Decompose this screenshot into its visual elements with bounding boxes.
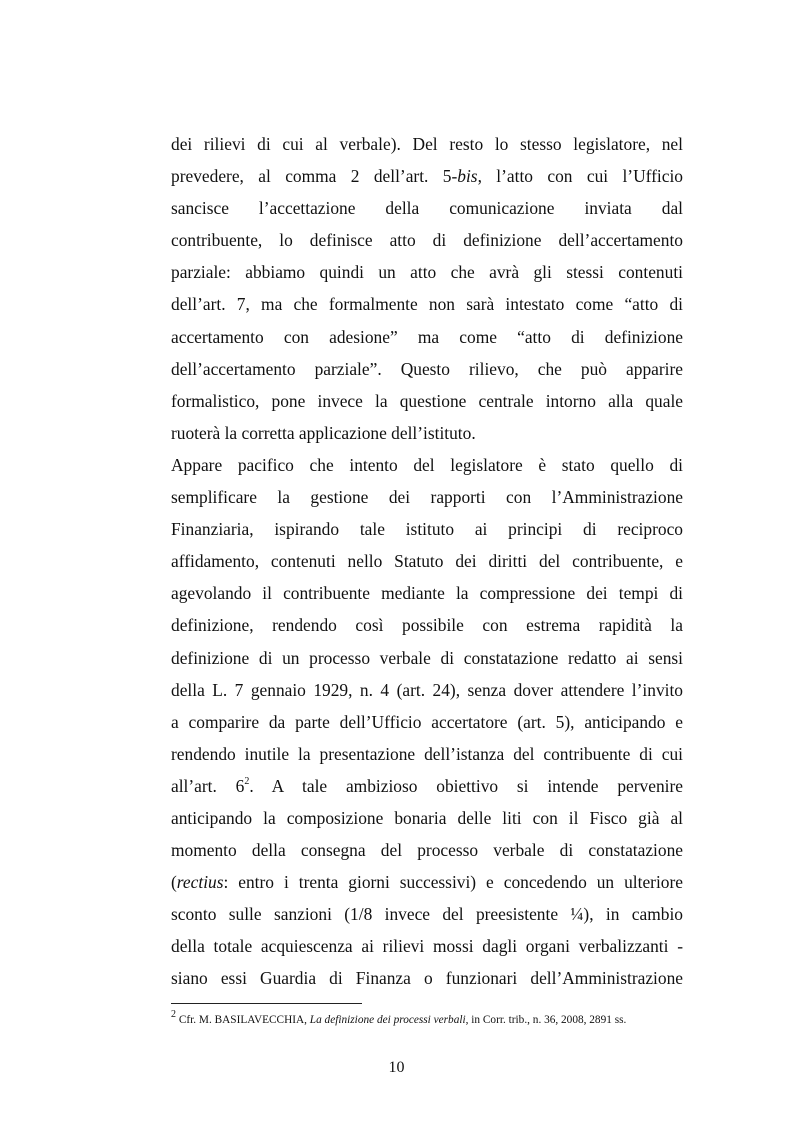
text-line — [171, 321, 683, 353]
line-text: a comparire da parte dell’Ufficio accertatore (art. 5), anticipando e — [171, 711, 683, 732]
text-line — [171, 706, 683, 738]
text-line — [171, 545, 683, 577]
line-text: accertamento con adesione” ma come “atto di definizione — [171, 326, 683, 347]
line-text: parziale: abbiamo quindi un atto che avrà gli stessi contenuti — [171, 262, 683, 283]
footnote-reference: 2 — [244, 776, 250, 788]
line-text: definizione, rendendo così possibile con estrema rapidità la — [171, 615, 683, 636]
line-text: Finanziaria, ispirando tale istituto ai principi di reciproco — [171, 519, 683, 540]
line-text-end: , l’atto con cui l’Ufficio — [477, 166, 684, 187]
footnote-text-after: , in Corr. trib., n. 36, 2008, 2891 ss. — [465, 1014, 627, 1026]
text-line — [171, 770, 683, 802]
line-text: della totale acquiescenza ai rilievi mossi dagli organi verbalizzanti - — [171, 936, 683, 957]
line-text: ruoterà la corretta applicazione dell’istituto. — [171, 422, 476, 443]
line-text: sancisce l’accettazione della comunicazione inviata dal — [171, 198, 683, 219]
text-line — [171, 353, 683, 385]
text-line — [171, 288, 683, 320]
text-line — [171, 866, 683, 898]
text-line — [171, 834, 683, 866]
line-text: agevolando il contribuente mediante la compressione dei tempi di — [171, 583, 683, 604]
line-text: Appare pacifico che intento del legislatore è stato quello di — [171, 454, 683, 475]
text-line — [171, 385, 683, 417]
footnote-text-before: Cfr. M. BASILAVECCHIA, — [176, 1014, 310, 1026]
footnote-separator — [171, 1003, 362, 1004]
footnote — [171, 1009, 701, 1027]
page-number: 10 — [388, 1059, 405, 1076]
text-line — [171, 192, 683, 224]
line-text: semplificare la gestione dei rapporti con l’Amministrazione — [171, 487, 683, 508]
line-text: dell’accertamento parziale”. Questo rilievo, che può apparire — [171, 358, 683, 379]
text-line — [171, 256, 683, 288]
line-text-end: . A tale ambizioso obiettivo si intende pervenire — [249, 775, 683, 796]
text-line — [171, 738, 683, 770]
text-line — [171, 481, 683, 513]
line-text-end: : entro i trenta giorni successivi) e concedendo un ulteriore — [223, 872, 683, 893]
line-text: affidamento, contenuti nello Statuto dei diritti del contribuente, e — [171, 551, 683, 572]
line-text: dell’art. 7, ma che formalmente non sarà intestato come “atto di — [171, 294, 683, 315]
line-text: anticipando la composizione bonaria delle liti con il Fisco già al — [171, 807, 683, 828]
line-text: sconto sulle sanzioni (1/8 invece del preesistente ¼), in cambio — [171, 904, 683, 925]
text-line — [171, 224, 683, 256]
line-italic-term: rectius — [176, 872, 224, 893]
text-line — [171, 930, 683, 962]
body-text — [171, 128, 683, 995]
footnote-number: 2 — [171, 1009, 176, 1021]
line-text-prefix: ( — [171, 872, 177, 893]
footnote-title: La definizione dei processi verbali — [309, 1014, 466, 1026]
text-line — [171, 802, 683, 834]
line-text: rendendo inutile la presentazione dell’istanza del contribuente di cui — [171, 743, 683, 764]
line-text: definizione di un processo verbale di constatazione redatto ai sensi — [171, 647, 683, 668]
text-line — [171, 898, 683, 930]
line-text: formalistico, pone invece la questione centrale intorno alla quale — [171, 390, 683, 411]
text-line — [171, 642, 683, 674]
text-line — [171, 449, 683, 481]
text-line — [171, 128, 683, 160]
line-text: siano essi Guardia di Finanza o funzionari dell’Amministrazione — [171, 968, 683, 989]
text-line — [171, 417, 683, 449]
line-text: contribuente, lo definisce atto di definizione dell’accertamento — [171, 230, 683, 251]
text-line — [171, 577, 683, 609]
line-text-start: all’art. 6 — [171, 775, 245, 796]
text-line — [171, 609, 683, 641]
text-line — [171, 674, 683, 706]
text-line — [171, 160, 683, 192]
line-text-start: prevedere, al comma 2 dell’art. 5- — [171, 166, 458, 187]
line-italic-term: bis — [457, 166, 478, 187]
text-line — [171, 513, 683, 545]
line-text: dei rilievi di cui al verbale). Del resto lo stesso legislatore, nel — [171, 134, 683, 154]
line-text: della L. 7 gennaio 1929, n. 4 (art. 24), senza dover attendere l’invito — [171, 679, 683, 700]
line-text: momento della consegna del processo verbale di constatazione — [171, 840, 683, 861]
text-line — [171, 962, 683, 994]
